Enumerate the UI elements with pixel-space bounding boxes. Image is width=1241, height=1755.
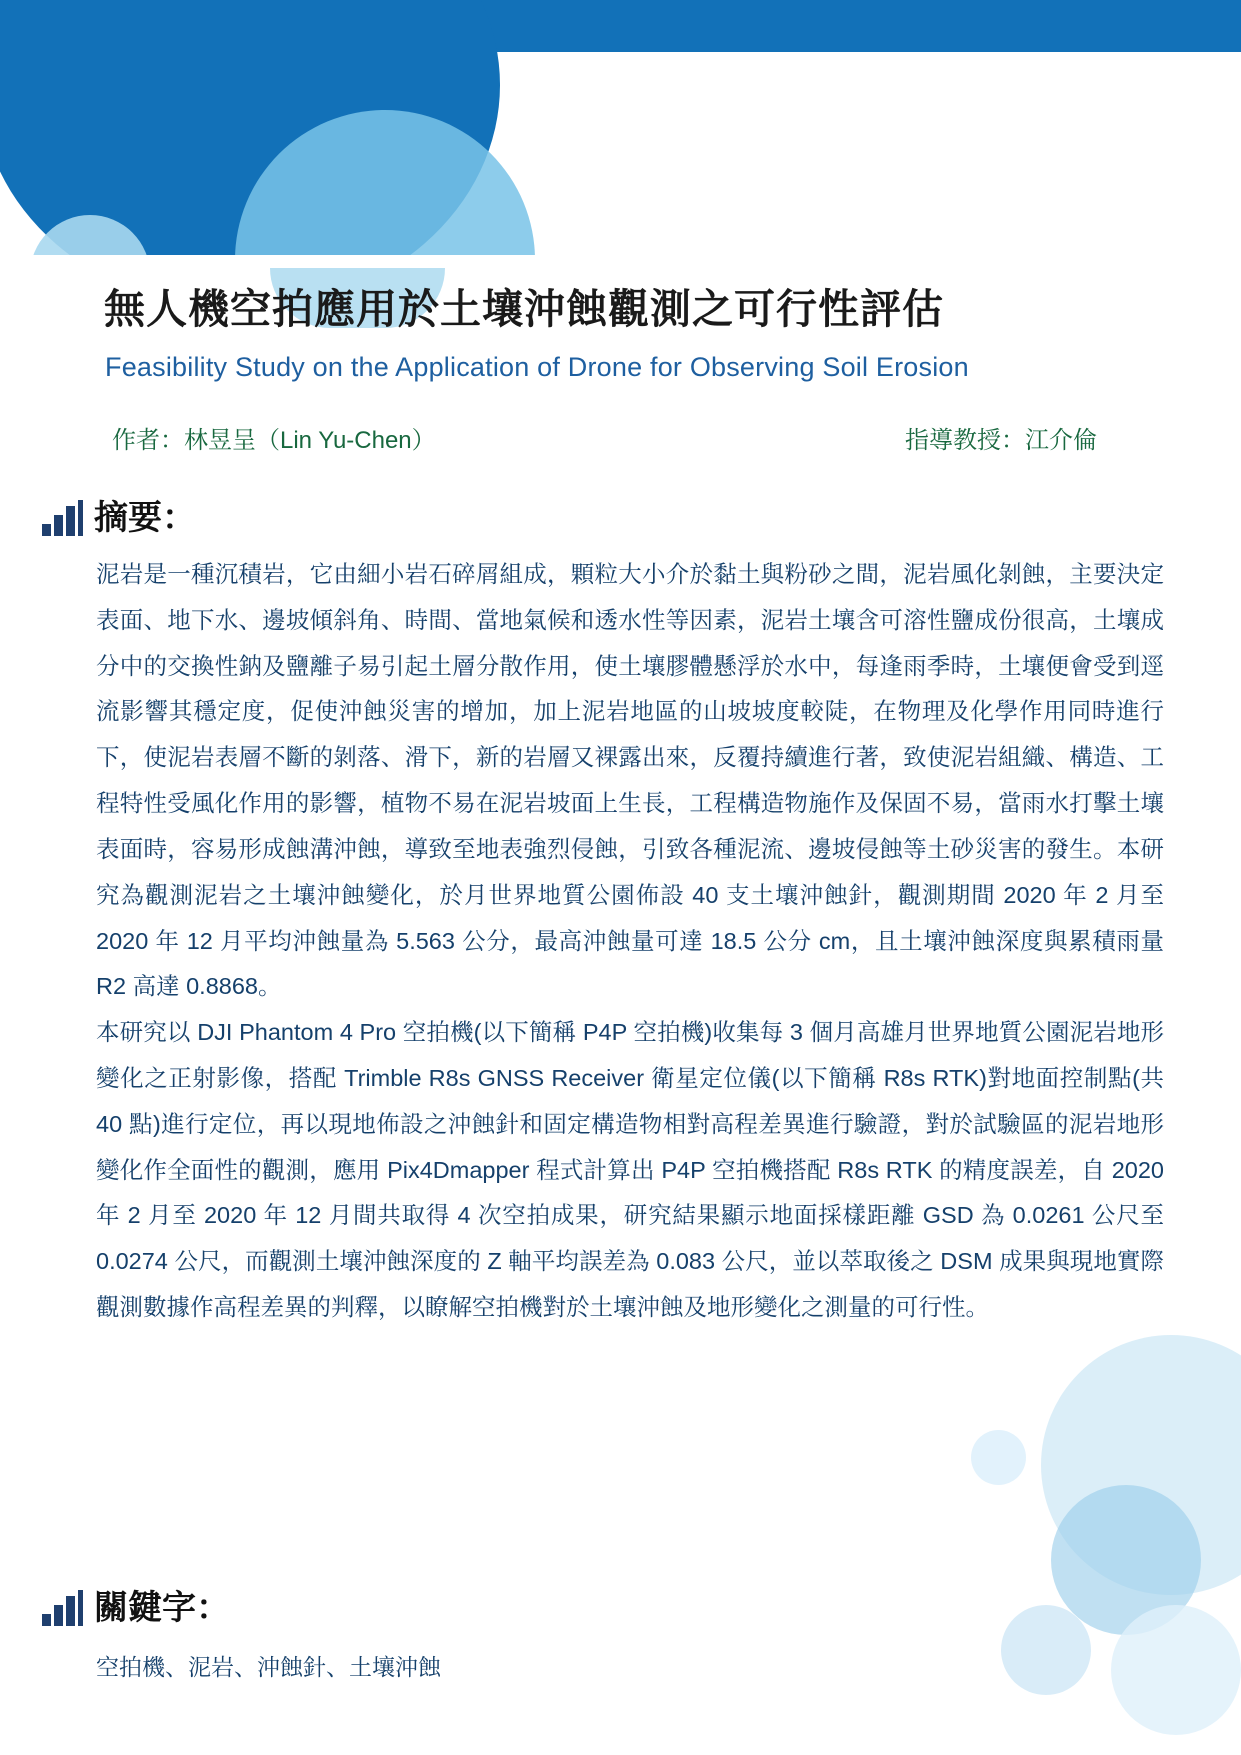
page-title-en: Feasibility Study on the Application of Drone for Observing Soil Erosion [105, 352, 969, 382]
abstract-paragraph-1: 泥岩是一種沉積岩，它由細小岩石碎屑組成，顆粒大小介於黏土與粉砂之間，泥岩風化剝蝕，主要決定表面、地下水、邊坡傾斜角、時間、當地氣候和透水性等因素，泥岩土壤含可溶性鹽成份很高，土壤成分中的交換性鈉及鹽離子易引起土層分散作用，使土壤膠體懸浮於水中，每逢雨季時，土壤便會受到逕流影響其穩定度，促使沖蝕災害的增加，加上泥岩地區的山坡坡度較陡，在物理及化學作用同時進行下，使泥岩表層不斷的剝落、滑下，新的岩層又裸露出來，反覆持續進行著，致使泥岩組織、構造、工程特性受風化作用的影響，植物不易在泥岩坡面上生長，工程構造物施作及保固不易，當雨水打擊土壤表面時，容易形成蝕溝沖蝕，導致至地表強烈侵蝕，引致各種泥流、邊坡侵蝕等土砂災害的發生。本研究為觀測泥岩之土壤沖蝕變化，於月世界地質公園佈設 40 支土壤沖蝕針，觀測期間 2020 年 2 月至 2020 年 12 月平均沖蝕量為 5.563 公分，最高沖蝕量可達 18.5 公分 cm，且土壤沖蝕深度與累積雨量 R2 高達 0.8868。 [96, 561, 1164, 1000]
keywords-heading-label: 關鍵字： [94, 1589, 230, 1627]
author-name: 作者：林昱呈（Lin Yu-Chen） [112, 427, 436, 454]
author-line [112, 420, 1132, 460]
advisor-name: 指導教授：江介倫 [905, 427, 1097, 454]
decorative-circle-bottom-4 [1111, 1605, 1241, 1735]
decorative-circle-bottom-5 [971, 1430, 1026, 1485]
keywords-heading [40, 1590, 230, 1626]
abstract-body [96, 552, 1164, 1331]
page-title-zh: 無人機空拍應用於土壤沖蝕觀測之可行性評估 [104, 286, 944, 332]
abstract-heading [40, 500, 196, 536]
abstract-heading-label: 摘要： [94, 499, 196, 537]
keywords-list: 空拍機、泥岩、沖蝕針、土壤沖蝕 [96, 1654, 441, 1680]
bar-chart-icon [40, 1590, 86, 1626]
bar-chart-icon [40, 500, 86, 536]
abstract-paragraph-2: 本研究以 DJI Phantom 4 Pro 空拍機(以下簡稱 P4P 空拍機)收集每 3 個月高雄月世界地質公園泥岩地形變化之正射影像，搭配 Trimble R8s GNSS Receiver 衛星定位儀(以下簡稱 R8s RTK)對地面控制點(共 40 點)進行定位，再以現地佈設之沖蝕針和固定構造物相對高程差異進行驗證，對於試驗區的泥岩地形變化作全面性的觀測，應用 Pix4Dmapper 程式計算出 P4P 空拍機搭配 R8s RTK 的精度誤差，自 2020 年 2 月至 2020 年 12 月間共取得 4 次空拍成果，研究結果顯示地面採樣距離 GSD 為 0.0261 公尺至 0.0274 公尺，而觀測土壤沖蝕深度的 Z 軸平均誤差為 0.083 公尺，並以萃取後之 DSM 成果與現地實際觀測數據作高程差異的判釋，以瞭解空拍機對於土壤沖蝕及地形變化之測量的可行性。 [96, 1019, 1164, 1320]
